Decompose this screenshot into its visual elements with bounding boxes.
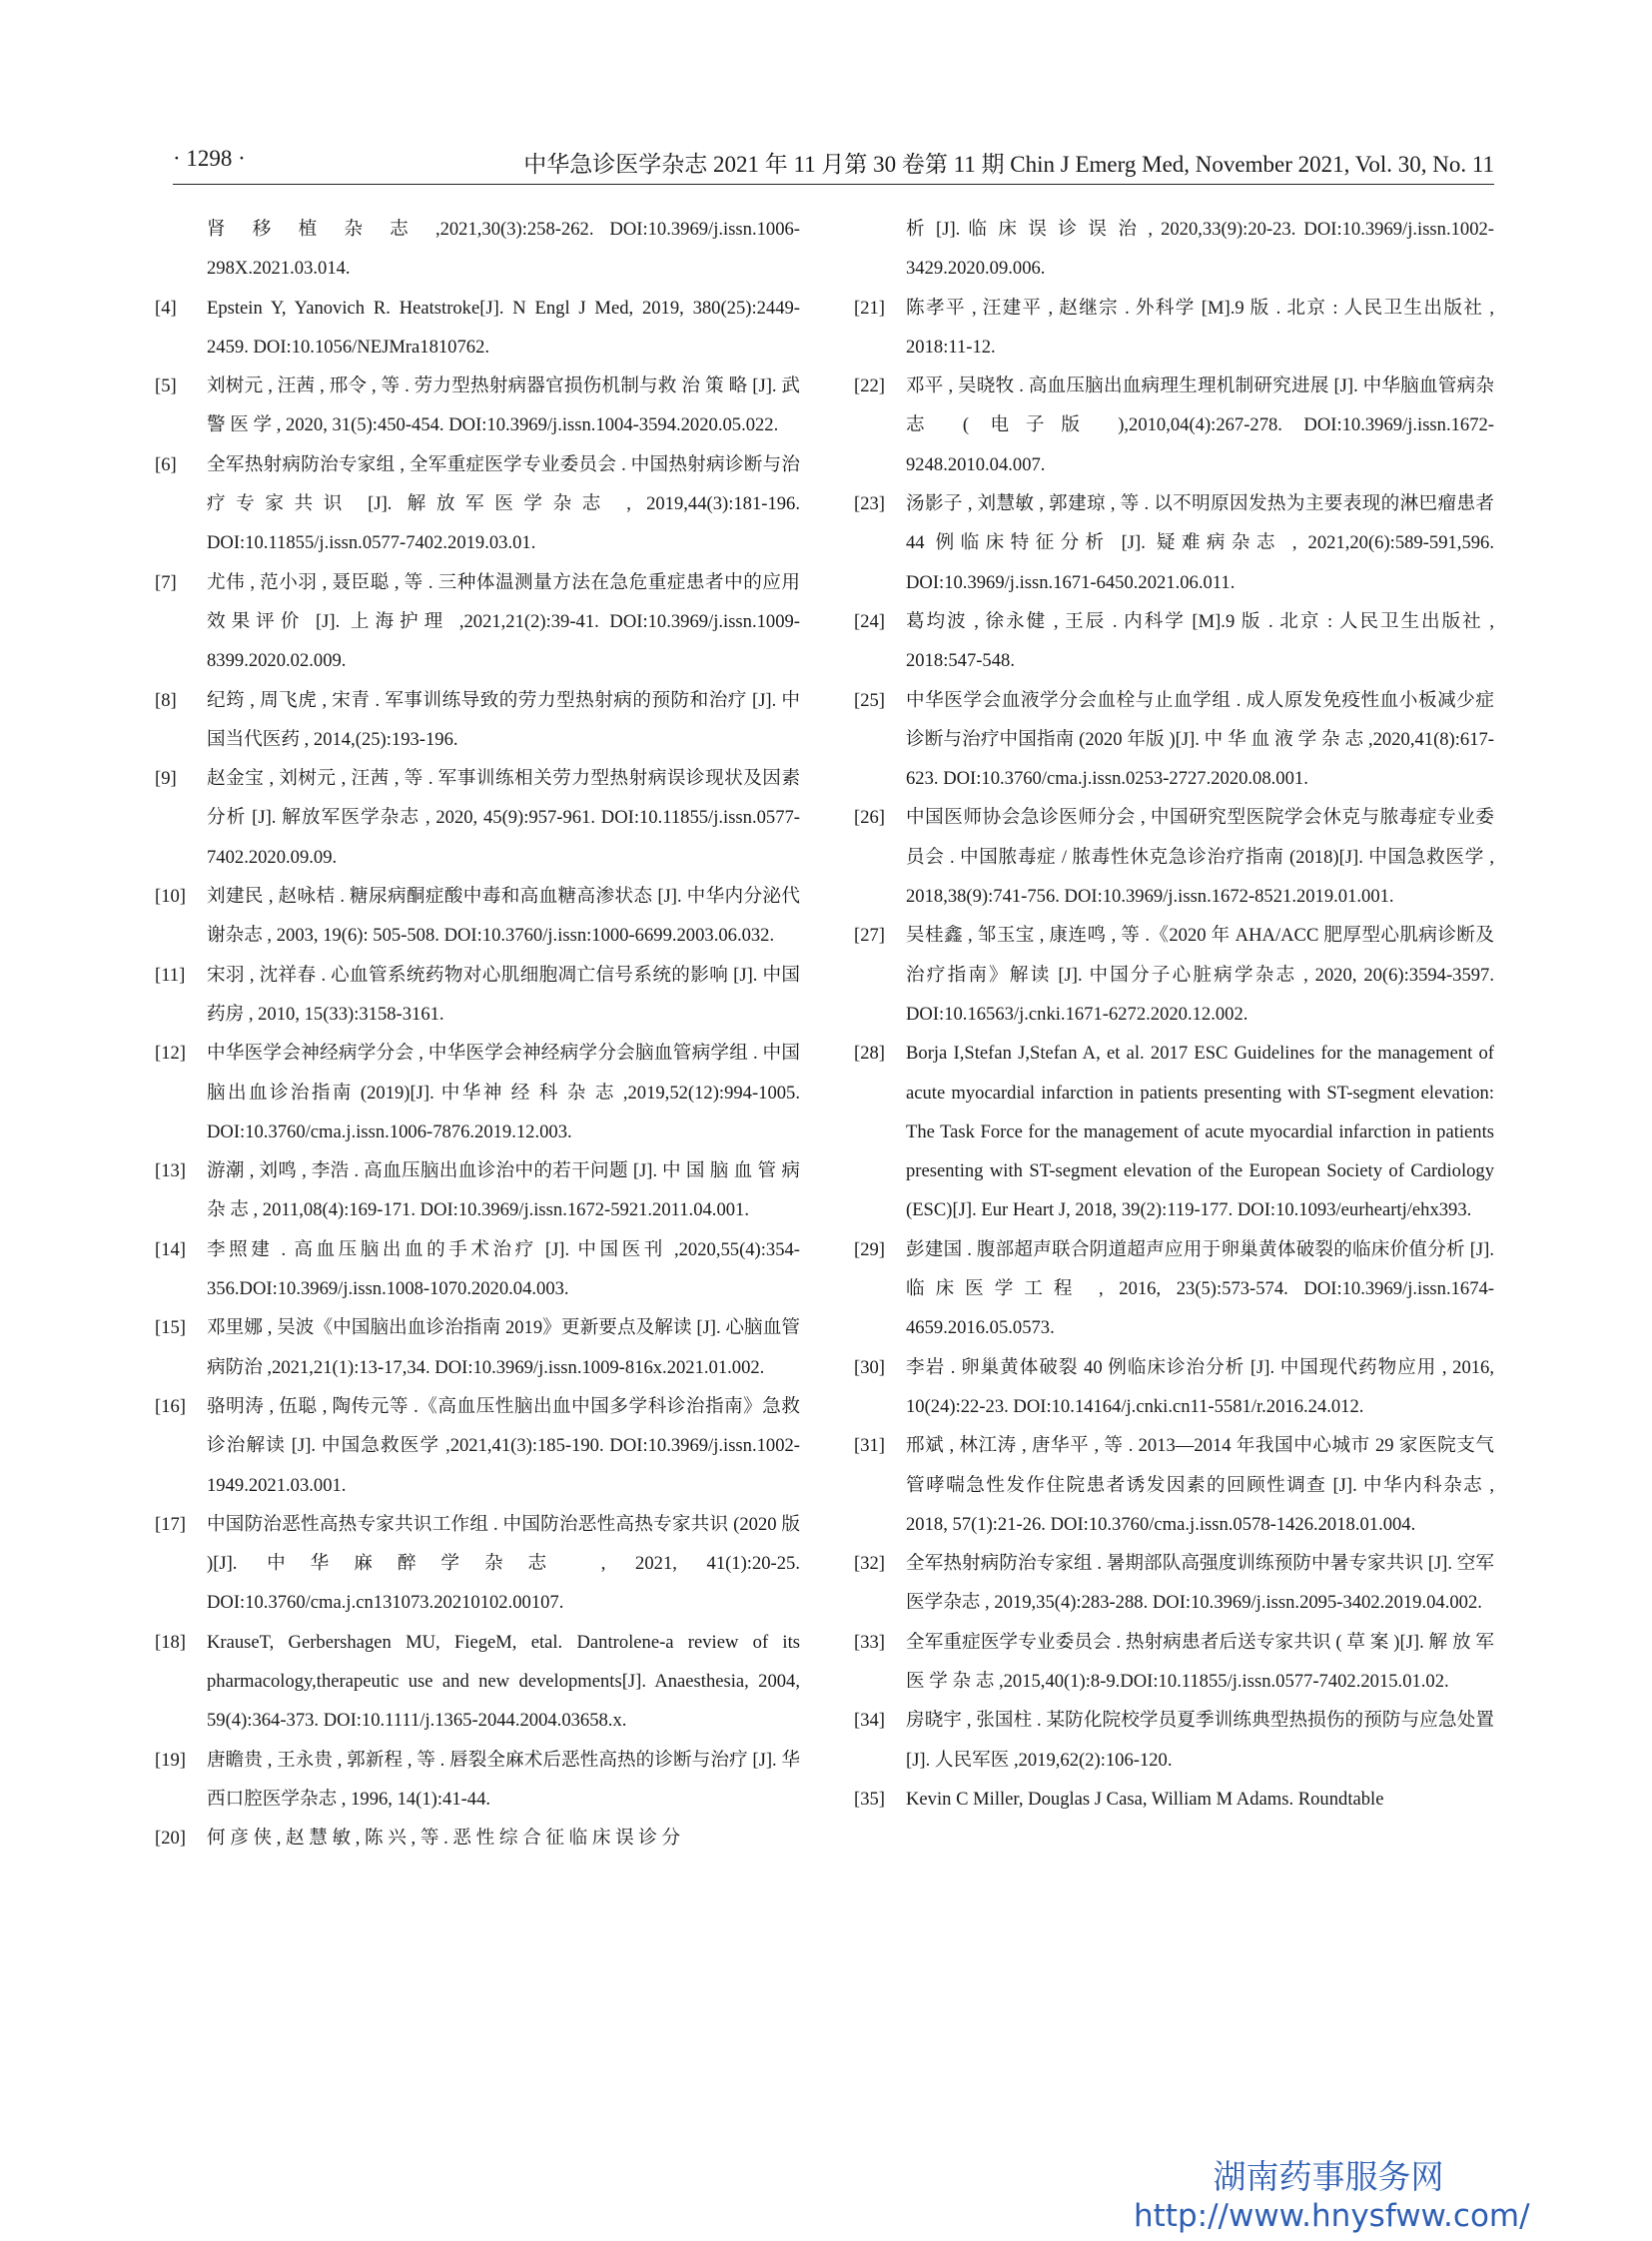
reference-entry <box>155 1308 800 1387</box>
reference-number: [31] <box>854 1435 885 1457</box>
reference-text: 李岩 . 卵巢黄体破裂 40 例临床诊治分析 [J]. 中国现代药物应用 , 2016, 10(24):22-23. DOI:10.14164/j.cnki.cn11-5581/r.2016.24.012. <box>906 1356 1494 1417</box>
reference-text: 唐瞻贵 , 王永贵 , 郭新程 , 等 . 唇裂全麻术后恶性高热的诊断与治疗 [J]. 华西口腔医学杂志 , 1996, 14(1):41-44. <box>207 1749 800 1810</box>
reference-text: 赵金宝 , 刘树元 , 汪茜 , 等 . 军事训练相关劳力型热射病误诊现状及因素分析 [J]. 解放军医学杂志 , 2020, 45(9):957-961. DOI:10.11855/j.issn.0577-7402.2020.09.09. <box>207 768 800 868</box>
reference-entry <box>155 1387 800 1505</box>
reference-entry <box>854 916 1494 1034</box>
reference-entry <box>155 877 800 956</box>
reference-number: [21] <box>854 297 885 319</box>
reference-text: 刘树元 , 汪茜 , 邢令 , 等 . 劳力型热射病器官损伤机制与救 治 策 略 [J]. 武 警 医 学 , 2020, 31(5):450-454. DOI:10.3969/j.issn.1004-3594.2020.05.022. <box>207 375 800 436</box>
reference-entry <box>155 1230 800 1309</box>
reference-text: 汤影子 , 刘慧敏 , 郭建琼 , 等 . 以不明原因发热为主要表现的淋巴瘤患者 44 例临床特征分析 [J]. 疑难病杂志 , 2021,20(6):589-591,596. DOI:10.3969/j.issn.1671-6450.2021.06.011. <box>906 493 1494 593</box>
reference-entry <box>155 1505 800 1623</box>
reference-text: 中国防治恶性高热专家共识工作组 . 中国防治恶性高热专家共识 (2020 版 )[J]. 中华麻醉学杂志 , 2021, 41(1):20-25. DOI:10.3760/cma.j.cn131073.20210102.00107. <box>207 1513 800 1614</box>
reference-number: [9] <box>155 768 177 790</box>
reference-entry <box>854 1230 1494 1348</box>
reference-number: [32] <box>854 1553 885 1575</box>
reference-number: [22] <box>854 375 885 397</box>
reference-number: [15] <box>155 1317 186 1339</box>
reference-number: [35] <box>854 1788 885 1810</box>
reference-text: Borja I,Stefan J,Stefan A, et al. 2017 ESC Guidelines for the management of acute myocardial infarction in patients presenting with ST-segment elevation: The Task Force for the management of acute myocardial infarction in patients presenting with ST-segment elevation of the European Society of Cardiology (ESC)[J]. Eur Heart J, 2018, 39(2):119-177. DOI:10.1093/eurheartj/ehx393. <box>906 1043 1494 1221</box>
reference-number: [23] <box>854 493 885 515</box>
journal-running-title: 中华急诊医学杂志 2021 年 11 月第 30 卷第 11 期 Chin J Emerg Med, November 2021, Vol. 30, No. 11 <box>523 152 1494 177</box>
reference-text: 析 [J]. 临 床 误 诊 误 治 , 2020,33(9):20-23. DOI:10.3969/j.issn.1002-3429.2020.09.006. <box>906 219 1494 280</box>
reference-entry <box>854 798 1494 916</box>
reference-text: 刘建民 , 赵咏桔 . 糖尿病酮症酸中毒和高血糖高渗状态 [J]. 中华内分泌代谢杂志 , 2003, 19(6): 505-508. DOI:10.3760/j.issn:1000-6699.2003.06.032. <box>207 886 800 947</box>
reference-entry <box>854 289 1494 368</box>
reference-entry <box>155 681 800 760</box>
reference-entry <box>854 1623 1494 1702</box>
reference-number: [10] <box>155 886 186 908</box>
reference-entry <box>155 445 800 563</box>
reference-number: [20] <box>155 1828 186 1850</box>
watermark-url[interactable]: http://www.hnysfww.com/ <box>1134 2198 1530 2234</box>
reference-text: 骆明涛 , 伍聪 , 陶传元等 .《高血压性脑出血中国多学科诊治指南》急救诊治解读 [J]. 中国急救医学 ,2021,41(3):185-190. DOI:10.3969/j.issn.1002-1949.2021.03.001. <box>207 1395 800 1496</box>
reference-text: 何 彦 侠 , 赵 慧 敏 , 陈 兴 , 等 . 恶 性 综 合 征 临 床 误 诊 分 <box>207 1828 681 1850</box>
reference-number: [16] <box>155 1395 186 1417</box>
reference-entry <box>155 1151 800 1230</box>
reference-entry <box>155 1034 800 1151</box>
reference-entry <box>155 367 800 445</box>
reference-entry <box>854 484 1494 602</box>
reference-number: [25] <box>854 689 885 711</box>
reference-entry <box>155 956 800 1035</box>
reference-number: [28] <box>854 1043 885 1065</box>
reference-number: [18] <box>155 1631 186 1653</box>
reference-entry <box>854 1348 1494 1427</box>
reference-text: 吴桂鑫 , 邹玉宝 , 康连鸣 , 等 .《2020 年 AHA/ACC 肥厚型心肌病诊断及治疗指南》解读 [J]. 中国分子心脏病学杂志 , 2020, 20(6):3594-3597. DOI:10.16563/j.cnki.1671-6272.2020.12.002. <box>906 925 1494 1025</box>
reference-number: [7] <box>155 571 177 593</box>
reference-number: [5] <box>155 375 177 397</box>
reference-text: 邓里娜 , 吴波《中国脑出血诊治指南 2019》更新要点及解读 [J]. 心脑血管病防治 ,2021,21(1):13-17,34. DOI:10.3969/j.issn.1009-816x.2021.01.002. <box>207 1317 800 1378</box>
reference-text: 邢斌 , 林江涛 , 唐华平 , 等 . 2013—2014 年我国中心城市 29 家医院支气管哮喘急性发作住院患者诱发因素的回顾性调查 [J]. 中华内科杂志 , 2018, 57(1):21-26. DOI:10.3760/cma.j.issn.0578-1426.2018.01.004. <box>906 1435 1494 1535</box>
references-right-column <box>854 210 1494 1819</box>
reference-entry <box>854 681 1494 799</box>
reference-text: 葛均波 , 徐永健 , 王辰 . 内科学 [M].9 版 . 北京 : 人民卫生出版社 , 2018:547-548. <box>906 610 1494 672</box>
reference-entry <box>155 1623 800 1741</box>
reference-text: 纪筠 , 周飞虎 , 宋青 . 军事训练导致的劳力型热射病的预防和治疗 [J]. 中国当代医药 , 2014,(25):193-196. <box>207 689 800 750</box>
reference-entry <box>155 1819 800 1858</box>
reference-text: 中华医学会神经病学分会 , 中华医学会神经病学分会脑血管病学组 . 中国脑出血诊治指南 (2019)[J]. 中华神 经 科 杂 志 ,2019,52(12):994-1005. DOI:10.3760/cma.j.issn.1006-7876.2019.12.003. <box>207 1043 800 1142</box>
reference-number: [11] <box>155 964 186 986</box>
reference-text: 全军热射病防治专家组 , 全军重症医学专业委员会 . 中国热射病诊断与治疗专家共识 [J]. 解放军医学杂志 , 2019,44(3):181-196. DOI:10.11855/j.issn.0577-7402.2019.03.01. <box>207 453 800 554</box>
reference-text: 中国医师协会急诊医师分会 , 中国研究型医院学会休克与脓毒症专业委员会 . 中国脓毒症 / 脓毒性休克急诊治疗指南 (2018)[J]. 中国急救医学 , 2018,38(9):741-756. DOI:10.3969/j.issn.1672-8521.2019.01.001. <box>906 807 1494 908</box>
reference-number: [8] <box>155 689 177 711</box>
reference-entry <box>854 602 1494 681</box>
reference-number: [27] <box>854 925 885 947</box>
reference-entry <box>155 289 800 368</box>
reference-text: 全军重症医学专业委员会 . 热射病患者后送专家共识 ( 草 案 )[J]. 解 放 军 医 学 杂 志 ,2015,40(1):8-9.DOI:10.11855/j.issn.0577-7402.2015.01.02. <box>906 1631 1494 1692</box>
reference-entry <box>854 210 1494 289</box>
reference-number: [4] <box>155 297 177 319</box>
reference-text: 肾 移 植 杂 志 ,2021,30(3):258-262. DOI:10.3969/j.issn.1006-298X.2021.03.014. <box>207 219 800 280</box>
reference-text: 李照建 . 高血压脑出血的手术治疗 [J]. 中国医刊 ,2020,55(4):354-356.DOI:10.3969/j.issn.1008-1070.2020.04.003. <box>207 1238 800 1300</box>
reference-text: 全军热射病防治专家组 . 暑期部队高强度训练预防中暑专家共识 [J]. 空军医学杂志 , 2019,35(4):283-288. DOI:10.3969/j.issn.2095-3402.2019.04.002. <box>906 1553 1494 1614</box>
watermark-title: 湖南药事服务网 <box>1213 2157 1444 2196</box>
reference-entry <box>155 759 800 877</box>
reference-entry <box>854 1701 1494 1780</box>
reference-entry <box>854 1780 1494 1819</box>
reference-text: 宋羽 , 沈祥春 . 心血管系统药物对心肌细胞凋亡信号系统的影响 [J]. 中国药房 , 2010, 15(33):3158-3161. <box>207 964 800 1025</box>
page-number: · 1298 · <box>173 146 246 171</box>
reference-number: [14] <box>155 1238 186 1260</box>
reference-entry <box>155 563 800 681</box>
reference-entry <box>854 1034 1494 1229</box>
reference-text: 尤伟 , 范小羽 , 聂臣聪 , 等 . 三种体温测量方法在急危重症患者中的应用效果评价 [J]. 上海护理 ,2021,21(2):39-41. DOI:10.3969/j.issn.1009-8399.2020.02.009. <box>207 571 800 672</box>
reference-text: 房晓宇 , 张国柱 . 某防化院校学员夏季训练典型热损伤的预防与应急处置 [J]. 人民军医 ,2019,62(2):106-120. <box>906 1710 1494 1771</box>
reference-number: [26] <box>854 807 885 829</box>
reference-text: 陈孝平 , 汪建平 , 赵继宗 . 外科学 [M].9 版 . 北京 : 人民卫生出版社 , 2018:11-12. <box>906 297 1494 358</box>
reference-entry <box>854 367 1494 484</box>
reference-text: 邓平 , 吴晓牧 . 高血压脑出血病理生理机制研究进展 [J]. 中华脑血管病杂志 ( 电子版 ),2010,04(4):267-278. DOI:10.3969/j.issn.1672-9248.2010.04.007. <box>906 375 1494 475</box>
page-header <box>173 144 1494 185</box>
reference-entry <box>854 1544 1494 1623</box>
references-left-column <box>155 210 800 1858</box>
reference-entry <box>854 1426 1494 1544</box>
reference-text: Epstein Y, Yanovich R. Heatstroke[J]. N Engl J Med, 2019, 380(25):2449-2459. DOI:10.1056/NEJMra1810762. <box>207 297 800 358</box>
reference-number: [33] <box>854 1631 885 1653</box>
reference-text: Kevin C Miller, Douglas J Casa, William M Adams. Roundtable <box>906 1788 1384 1810</box>
reference-text: 游潮 , 刘鸣 , 李浩 . 高血压脑出血诊治中的若干问题 [J]. 中 国 脑 血 管 病 杂 志 , 2011,08(4):169-171. DOI:10.3969/j.issn.1672-5921.2011.04.001. <box>207 1160 800 1221</box>
reference-number: [13] <box>155 1160 186 1182</box>
reference-number: [34] <box>854 1710 885 1732</box>
site-watermark <box>1134 2157 1530 2235</box>
reference-number: [19] <box>155 1749 186 1771</box>
reference-entry <box>155 210 800 289</box>
reference-number: [30] <box>854 1356 885 1378</box>
reference-number: [12] <box>155 1043 186 1065</box>
reference-number: [6] <box>155 453 177 475</box>
reference-text: 彭建国 . 腹部超声联合阴道超声应用于卵巢黄体破裂的临床价值分析 [J]. 临床医学工程 , 2016, 23(5):573-574. DOI:10.3969/j.issn.1674-4659.2016.05.0573. <box>906 1238 1494 1339</box>
reference-number: [17] <box>155 1513 186 1535</box>
reference-number: [24] <box>854 610 885 632</box>
reference-number: [29] <box>854 1238 885 1260</box>
reference-text: KrauseT, Gerbershagen MU, FiegeM, etal. Dantrolene-a review of its pharmacology,therapeutic use and new developments[J]. Anaesthesia, 2004, 59(4):364-373. DOI:10.1111/j.1365-2044.2004.03658.x. <box>207 1631 800 1732</box>
reference-entry <box>155 1741 800 1820</box>
reference-text: 中华医学会血液学分会血栓与止血学组 . 成人原发免疫性血小板减少症诊断与治疗中国指南 (2020 年版 )[J]. 中 华 血 液 学 杂 志 ,2020,41(8):617-623. DOI:10.3760/cma.j.issn.0253-2727.2020.08.001. <box>906 689 1494 790</box>
